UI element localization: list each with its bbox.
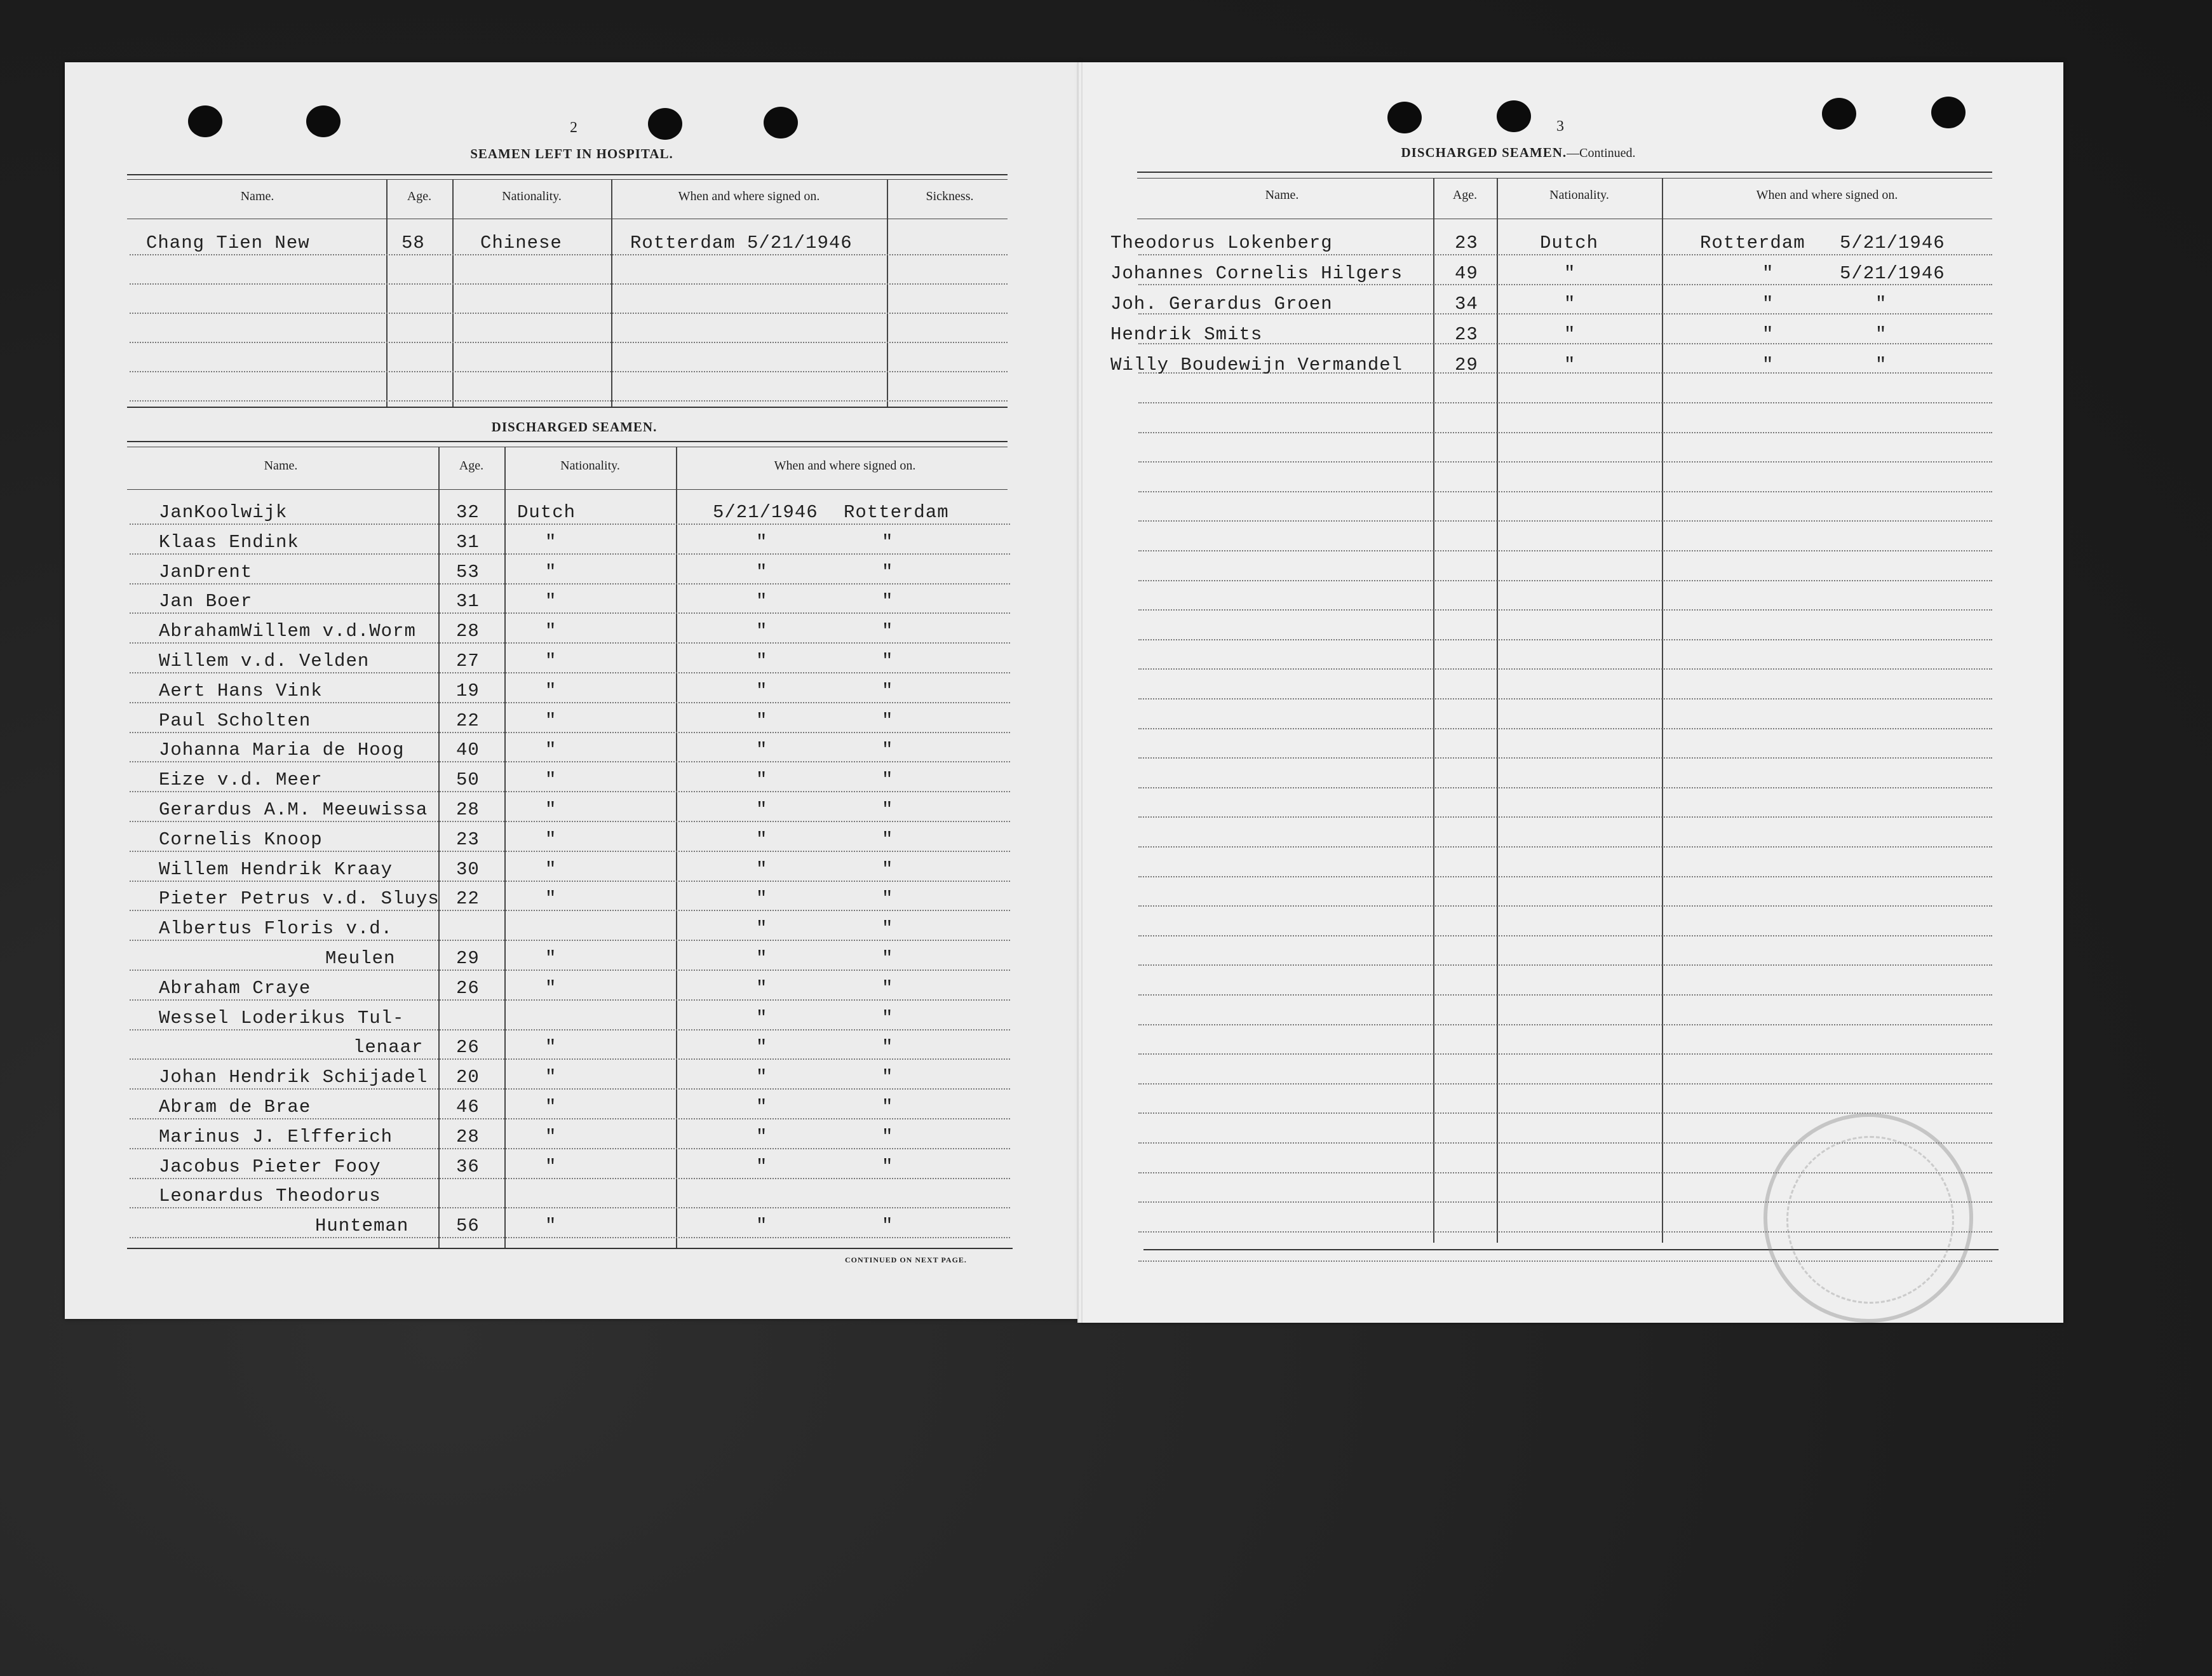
page-number-right: 3: [1556, 118, 1564, 135]
discharged-name-cell: Albertus Floris v.d.: [159, 918, 393, 940]
ruled-line: [130, 283, 1008, 285]
ruled-line: [130, 553, 1010, 555]
discharged-age-cell: 50: [456, 769, 480, 791]
discharged-date-cell: ": [756, 531, 768, 553]
column-header: Age.: [407, 189, 432, 203]
discharged-nationality-cell: ": [545, 531, 557, 553]
discharged-nationality-cell: ": [545, 948, 557, 969]
right-date-cell: ": [1875, 324, 1887, 345]
discharged-nationality-cell: ": [545, 1037, 557, 1058]
discharged-place-cell: ": [882, 918, 894, 940]
discharged-date-cell: ": [756, 710, 768, 731]
discharged-name-cell: Eize v.d. Meer: [159, 769, 323, 791]
discharged-name-cell: Pieter Petrus v.d. Sluys: [159, 888, 440, 910]
discharged-place-cell: ": [882, 1156, 894, 1177]
discharged-place-cell: ": [882, 769, 894, 791]
discharged-name-cell: Leonardus Theodorus: [159, 1186, 381, 1207]
discharged-age-cell: 31: [456, 591, 480, 612]
discharged-place-cell: ": [882, 1126, 894, 1147]
right-age-cell: 29: [1455, 355, 1478, 375]
right-nationality-cell: ": [1564, 355, 1576, 375]
right-age-cell: 23: [1455, 324, 1478, 345]
column-header: When and where signed on.: [1756, 188, 1898, 202]
right-date-cell: ": [1875, 294, 1887, 314]
discharged-name-cell: Abram de Brae: [159, 1097, 311, 1118]
discharged-date-cell: ": [756, 858, 768, 880]
discharged-date-cell: ": [756, 948, 768, 969]
discharged-date-cell: ": [756, 769, 768, 791]
ruled-line: [1138, 994, 1992, 996]
ruled-line: [130, 910, 1010, 911]
discharged-name-cell: Johanna Maria de Hoog: [159, 740, 405, 761]
right-title-main: DISCHARGED SEAMEN.: [1401, 145, 1567, 160]
ruled-line: [130, 702, 1010, 703]
column-header: When and where signed on.: [774, 459, 916, 473]
hospital-section-title: SEAMEN LEFT IN HOSPITAL.: [470, 146, 673, 161]
right-nationality-cell: ": [1564, 263, 1576, 284]
ruled-line: [130, 1178, 1010, 1179]
discharged-date-cell: ": [756, 1067, 768, 1088]
discharged-age-cell: 20: [456, 1067, 480, 1088]
ruled-line: [130, 400, 1008, 402]
punch-hole: [764, 107, 798, 139]
discharged-nationality-cell: ": [545, 769, 557, 791]
ruled-line: [130, 612, 1010, 614]
ruled-line: [130, 642, 1010, 644]
right-date-cell: ": [1875, 355, 1887, 375]
punch-hole: [188, 105, 222, 137]
discharged-date-cell: ": [756, 918, 768, 940]
discharged-age-cell: 31: [456, 531, 480, 553]
right-section-title: [1401, 145, 1635, 161]
column-divider: [887, 179, 888, 407]
ruled-line: [130, 761, 1010, 762]
discharged-place-cell: ": [882, 680, 894, 701]
ruled-line: [1138, 580, 1992, 581]
discharged-name-cell: Gerardus A.M. Meeuwissa: [159, 799, 428, 820]
ruled-line: [1138, 668, 1992, 670]
right-place-cell: ": [1762, 355, 1774, 375]
ruled-line: [1138, 787, 1992, 788]
discharged-place-cell: ": [882, 591, 894, 612]
right-age-cell: 34: [1455, 294, 1478, 314]
discharged-place-cell: ": [882, 1215, 894, 1237]
discharged-age-cell: 22: [456, 710, 480, 731]
faded-stamp: [1764, 1113, 1973, 1323]
discharged-date-cell: ": [756, 1156, 768, 1177]
column-header: Age.: [459, 459, 484, 473]
discharged-age-cell: 46: [456, 1097, 480, 1118]
discharged-date-cell: ": [756, 561, 768, 583]
discharged-place-cell: ": [882, 948, 894, 969]
discharged-name-cell: AbrahamWillem v.d.Worm: [159, 621, 416, 642]
column-header: Nationality.: [1549, 188, 1609, 202]
ruled-line: [130, 254, 1008, 255]
discharged-age-cell: 22: [456, 888, 480, 910]
discharged-name-cell: Marinus J. Elfferich: [159, 1126, 393, 1147]
punch-hole: [1931, 97, 1966, 128]
rule: [127, 179, 1008, 180]
discharged-nationality-cell: ": [545, 799, 557, 820]
discharged-place-cell: ": [882, 740, 894, 761]
right-age-cell: 23: [1455, 233, 1478, 253]
column-divider: [438, 447, 440, 1248]
right-nationality-cell: ": [1564, 294, 1576, 314]
discharged-age-cell: 23: [456, 828, 480, 850]
discharged-date-cell: ": [756, 1097, 768, 1118]
discharged-date-cell: ": [756, 740, 768, 761]
discharged-date-cell: ": [756, 828, 768, 850]
column-divider: [504, 447, 506, 1248]
page-number-left: 2: [570, 119, 577, 136]
ruled-line: [1138, 816, 1992, 818]
ruled-line: [1138, 876, 1992, 877]
rule: [127, 489, 1008, 490]
discharged-age-cell: 32: [456, 502, 480, 523]
discharged-place-cell: ": [882, 828, 894, 850]
discharged-place-cell: ": [882, 858, 894, 880]
discharged-date-cell: ": [756, 888, 768, 910]
ruled-line: [130, 583, 1010, 585]
right-name-cell: Theodorus Lokenberg: [1110, 233, 1333, 253]
discharged-age-cell: 28: [456, 799, 480, 820]
discharged-place-cell: ": [882, 1097, 894, 1118]
discharged-section-title: DISCHARGED SEAMEN.: [491, 419, 658, 435]
rule: [127, 407, 1008, 408]
ruled-line: [1138, 639, 1992, 640]
discharged-age-cell: 28: [456, 621, 480, 642]
discharged-age-cell: 29: [456, 948, 480, 969]
discharged-place-cell: ": [882, 531, 894, 553]
discharged-place-cell: ": [882, 651, 894, 672]
rule: [1137, 178, 1992, 179]
discharged-age-cell: 30: [456, 858, 480, 880]
column-header: Nationality.: [502, 189, 562, 203]
discharged-name-cell: Johan Hendrik Schijadel: [159, 1067, 428, 1088]
right-place-cell: ": [1762, 294, 1774, 314]
discharged-place-cell: ": [882, 561, 894, 583]
discharged-date-cell: ": [756, 591, 768, 612]
hospital-signed-on-cell: Rotterdam 5/21/1946: [630, 233, 853, 253]
punch-hole: [1497, 100, 1531, 132]
discharged-nationality-cell: ": [545, 1067, 557, 1088]
punch-hole: [648, 108, 682, 140]
ruled-line: [130, 371, 1008, 372]
ruled-line: [1138, 402, 1992, 403]
discharged-date-cell: ": [756, 1215, 768, 1237]
discharged-nationality-cell: ": [545, 740, 557, 761]
punch-hole: [1387, 102, 1422, 133]
right-place-cell: ": [1762, 263, 1774, 284]
punch-hole: [306, 105, 341, 137]
discharged-name-cell: Hunteman: [315, 1215, 409, 1237]
ruled-line: [1138, 698, 1992, 699]
discharged-name-cell: Klaas Endink: [159, 531, 299, 553]
hospital-age-cell: 58: [401, 233, 425, 253]
ruled-line: [130, 732, 1010, 733]
ruled-line: [130, 821, 1010, 822]
discharged-place-cell: ": [882, 1007, 894, 1029]
punch-hole: [1822, 98, 1856, 130]
discharged-name-cell: Jacobus Pieter Fooy: [159, 1156, 381, 1177]
discharged-age-cell: 26: [456, 1037, 480, 1058]
ruled-line: [1138, 461, 1992, 463]
column-header: Name.: [1265, 188, 1299, 202]
ruled-line: [130, 1029, 1010, 1031]
ruled-line: [1138, 905, 1992, 907]
discharged-place-cell: ": [882, 977, 894, 999]
discharged-name-cell: Willem v.d. Velden: [159, 651, 370, 672]
discharged-nationality-cell: ": [545, 651, 557, 672]
ruled-line: [130, 970, 1010, 971]
column-divider: [676, 447, 677, 1248]
ruled-line: [130, 999, 1010, 1001]
discharged-nationality-cell: ": [545, 680, 557, 701]
discharged-date-cell: ": [756, 1037, 768, 1058]
discharged-name-cell: Meulen: [325, 948, 396, 969]
discharged-place-cell: ": [882, 1067, 894, 1088]
discharged-age-cell: 19: [456, 680, 480, 701]
ruled-line: [1138, 1024, 1992, 1025]
column-header: Age.: [1452, 188, 1478, 202]
discharged-date-cell: ": [756, 680, 768, 701]
right-place-cell: Rotterdam: [1700, 233, 1805, 253]
discharged-nationality-cell: ": [545, 1156, 557, 1177]
discharged-nationality-cell: ": [545, 858, 557, 880]
ruled-line: [130, 1118, 1010, 1119]
discharged-name-cell: lenaar: [353, 1037, 424, 1058]
discharged-place-cell: ": [882, 799, 894, 820]
discharged-nationality-cell: ": [545, 888, 557, 910]
ruled-line: [1138, 520, 1992, 522]
ruled-line: [1138, 728, 1992, 729]
right-name-cell: Hendrik Smits: [1110, 324, 1263, 345]
ruled-line: [1138, 1053, 1992, 1055]
discharged-place-cell: ": [882, 621, 894, 642]
column-header: When and where signed on.: [678, 189, 820, 203]
discharged-name-cell: Wessel Loderikus Tul-: [159, 1007, 405, 1029]
ruled-line: [130, 1237, 1010, 1238]
ruled-line: [1138, 609, 1992, 611]
right-date-cell: 5/21/1946: [1840, 263, 1945, 284]
column-divider: [386, 179, 388, 407]
hospital-nationality-cell: Chinese: [480, 233, 562, 253]
discharged-date-cell: ": [756, 1007, 768, 1029]
discharged-name-cell: Jan Boer: [159, 591, 253, 612]
discharged-nationality-cell: Dutch: [517, 502, 576, 523]
discharged-nationality-cell: ": [545, 591, 557, 612]
ruled-line: [1138, 432, 1992, 433]
ruled-line: [130, 313, 1008, 314]
hospital-name-cell: Chang Tien New: [146, 233, 310, 253]
ruled-line: [1138, 935, 1992, 936]
right-name-cell: Johannes Cornelis Hilgers: [1110, 263, 1403, 284]
discharged-age-cell: 26: [456, 977, 480, 999]
column-header: Name.: [264, 459, 298, 473]
discharged-age-cell: 56: [456, 1215, 480, 1237]
ruled-line: [130, 672, 1010, 673]
discharged-nationality-cell: ": [545, 1126, 557, 1147]
discharged-name-cell: Aert Hans Vink: [159, 680, 323, 701]
rule: [127, 441, 1008, 442]
right-date-cell: 5/21/1946: [1840, 233, 1945, 253]
ruled-line: [1138, 757, 1992, 759]
discharged-place-cell: ": [882, 1037, 894, 1058]
ruled-line: [130, 1088, 1010, 1090]
discharged-date-cell: 5/21/1946: [713, 502, 818, 523]
ruled-line: [130, 851, 1010, 852]
right-title-suffix: —Continued.: [1567, 146, 1636, 160]
rule: [127, 174, 1008, 175]
right-age-cell: 49: [1455, 263, 1478, 284]
discharged-date-cell: ": [756, 799, 768, 820]
discharged-date-cell: ": [756, 621, 768, 642]
ruled-line: [130, 1207, 1010, 1208]
discharged-name-cell: JanDrent: [159, 561, 253, 583]
discharged-nationality-cell: ": [545, 561, 557, 583]
column-header: Sickness.: [926, 189, 974, 203]
column-header: Name.: [240, 189, 274, 203]
discharged-nationality-cell: ": [545, 977, 557, 999]
discharged-nationality-cell: ": [545, 710, 557, 731]
ruled-line: [130, 1148, 1010, 1149]
right-nationality-cell: Dutch: [1540, 233, 1599, 253]
ruled-line: [130, 1058, 1010, 1060]
discharged-age-cell: 27: [456, 651, 480, 672]
discharged-name-cell: Abraham Craye: [159, 977, 311, 999]
discharged-name-cell: Cornelis Knoop: [159, 828, 323, 850]
ruled-line: [130, 342, 1008, 343]
rule: [127, 1248, 1013, 1249]
discharged-place-cell: ": [882, 888, 894, 910]
ruled-line: [130, 881, 1010, 882]
discharged-place-cell: ": [882, 710, 894, 731]
ruled-line: [1138, 550, 1992, 551]
ruled-line: [130, 791, 1010, 792]
right-name-cell: Joh. Gerardus Groen: [1110, 294, 1333, 314]
continued-note: CONTINUED ON NEXT PAGE.: [845, 1255, 967, 1264]
ruled-line: [1138, 1083, 1992, 1085]
discharged-nationality-cell: ": [545, 828, 557, 850]
ruled-line: [1138, 254, 1992, 255]
discharged-age-cell: 40: [456, 740, 480, 761]
ruled-line: [130, 940, 1010, 941]
page-fold: [1077, 62, 1082, 1323]
ruled-line: [130, 524, 1010, 525]
discharged-date-cell: ": [756, 651, 768, 672]
discharged-age-cell: 53: [456, 561, 480, 583]
column-divider: [452, 179, 454, 407]
discharged-nationality-cell: ": [545, 621, 557, 642]
discharged-name-cell: Willem Hendrik Kraay: [159, 858, 393, 880]
ruled-line: [1138, 964, 1992, 966]
discharged-nationality-cell: ": [545, 1097, 557, 1118]
discharged-date-cell: ": [756, 1126, 768, 1147]
ruled-line: [1138, 846, 1992, 848]
discharged-nationality-cell: ": [545, 1215, 557, 1237]
discharged-age-cell: 28: [456, 1126, 480, 1147]
discharged-date-cell: ": [756, 977, 768, 999]
column-header: Nationality.: [560, 459, 620, 473]
stamp-ring: [1786, 1136, 1954, 1304]
ruled-line: [1138, 491, 1992, 492]
right-nationality-cell: ": [1564, 324, 1576, 345]
rule: [1137, 172, 1992, 173]
column-divider: [611, 179, 612, 407]
right-name-cell: Willy Boudewijn Vermandel: [1110, 355, 1403, 375]
discharged-age-cell: 36: [456, 1156, 480, 1177]
discharged-name-cell: JanKoolwijk: [159, 502, 288, 523]
right-place-cell: ": [1762, 324, 1774, 345]
discharged-name-cell: Paul Scholten: [159, 710, 311, 731]
discharged-place-cell: Rotterdam: [844, 502, 949, 523]
